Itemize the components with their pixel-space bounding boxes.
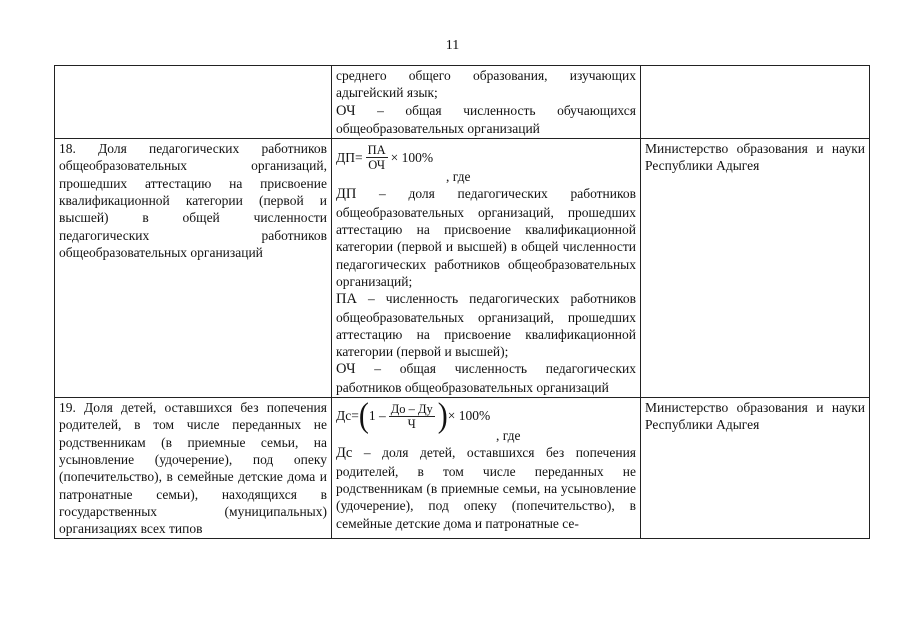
page-number: 11 (445, 38, 460, 53)
table-row (55, 66, 870, 139)
definition-text: – доля педагогических работников общеобразовательных организаций, прошедших аттестацию на присвоение квалификационной категории (первой и высшей) в общей численности педагогических работников общеобразовательных организаций; (336, 186, 636, 289)
formula-multiplier: × 100% (447, 408, 491, 424)
formula-fraction (389, 402, 435, 431)
table-row (55, 398, 870, 539)
definition-text: – общая численность педагогических работников общеобразовательных организаций (336, 361, 636, 395)
fraction-numerator: До – Ду (390, 401, 433, 416)
abbr-och: ОЧ (336, 102, 356, 119)
method-cell (332, 66, 641, 139)
fraction-denominator: ОЧ (368, 157, 386, 172)
abbr-dp: ДП (336, 186, 357, 203)
formula-eq: = (354, 149, 363, 165)
fraction-numerator: ПА (367, 142, 386, 157)
responsible-cell: Министерство образования и науки Республики Адыгея (641, 139, 870, 398)
formula-one: 1 – (368, 408, 386, 424)
formula-multiplier: × 100% (390, 149, 434, 165)
formula-eq: = (351, 408, 359, 424)
definition-text: – общая численность обучающихся общеобразовательных организаций (336, 102, 636, 136)
formula-where: , где (496, 428, 521, 444)
left-paren: ( (358, 396, 369, 435)
table-row (55, 139, 870, 398)
formula-fraction (366, 143, 388, 172)
indicator-cell (55, 66, 332, 139)
indicators-table (54, 65, 870, 539)
right-paren: ) (437, 396, 448, 435)
formula-where: , где (446, 169, 471, 185)
formula-lhs: ДП (336, 149, 355, 165)
definition-dp (336, 185, 636, 290)
definition-text: – численность педагогических работников общеобразовательных организаций, прошедших аттестацию на присвоение квалификационной категории (первой и высшей); (336, 291, 636, 360)
abbr-pa: ПА (336, 291, 357, 308)
definition-och (336, 102, 636, 138)
fraction-denominator: Ч (407, 416, 416, 431)
definition-och (336, 360, 636, 396)
method-cell (332, 139, 641, 398)
responsible-cell (641, 66, 870, 139)
abbr-och: ОЧ (336, 361, 356, 378)
method-cell (332, 398, 641, 539)
indicator-cell: 19. Доля детей, оставшихся без попечения родителей, в том числе переданных не родственникам (в приемные семьи, на усыновление (удочерение), под опеку (попечительство), в семейные детские дома и патронатные семьи), находящихся в государственных (муниципальных) организациях всех типов (55, 398, 332, 539)
indicator-cell: 18. Доля педагогических работников общеобразовательных организаций, прошедших аттестацию на присвоение квалификационной категории (первой и высшей) в общей численности педагогических работников общеобразовательных организаций (55, 139, 332, 398)
formula-lhs: Дс (336, 408, 352, 424)
definition-pa (336, 290, 636, 360)
responsible-cell: Министерство образования и науки Республики Адыгея (641, 398, 870, 539)
definition-ds (336, 444, 636, 531)
definition-text: – доля детей, оставшихся без попечения родителей, в том числе переданных не родственникам (в приемные семьи, на усыновление (удочерение), под опеку (попечительство), в семейные детские дома и патронатные се- (336, 445, 636, 531)
abbr-ds: Дс (336, 445, 353, 462)
method-text: среднего общего образования, изучающих адыгейский язык; (336, 68, 636, 101)
